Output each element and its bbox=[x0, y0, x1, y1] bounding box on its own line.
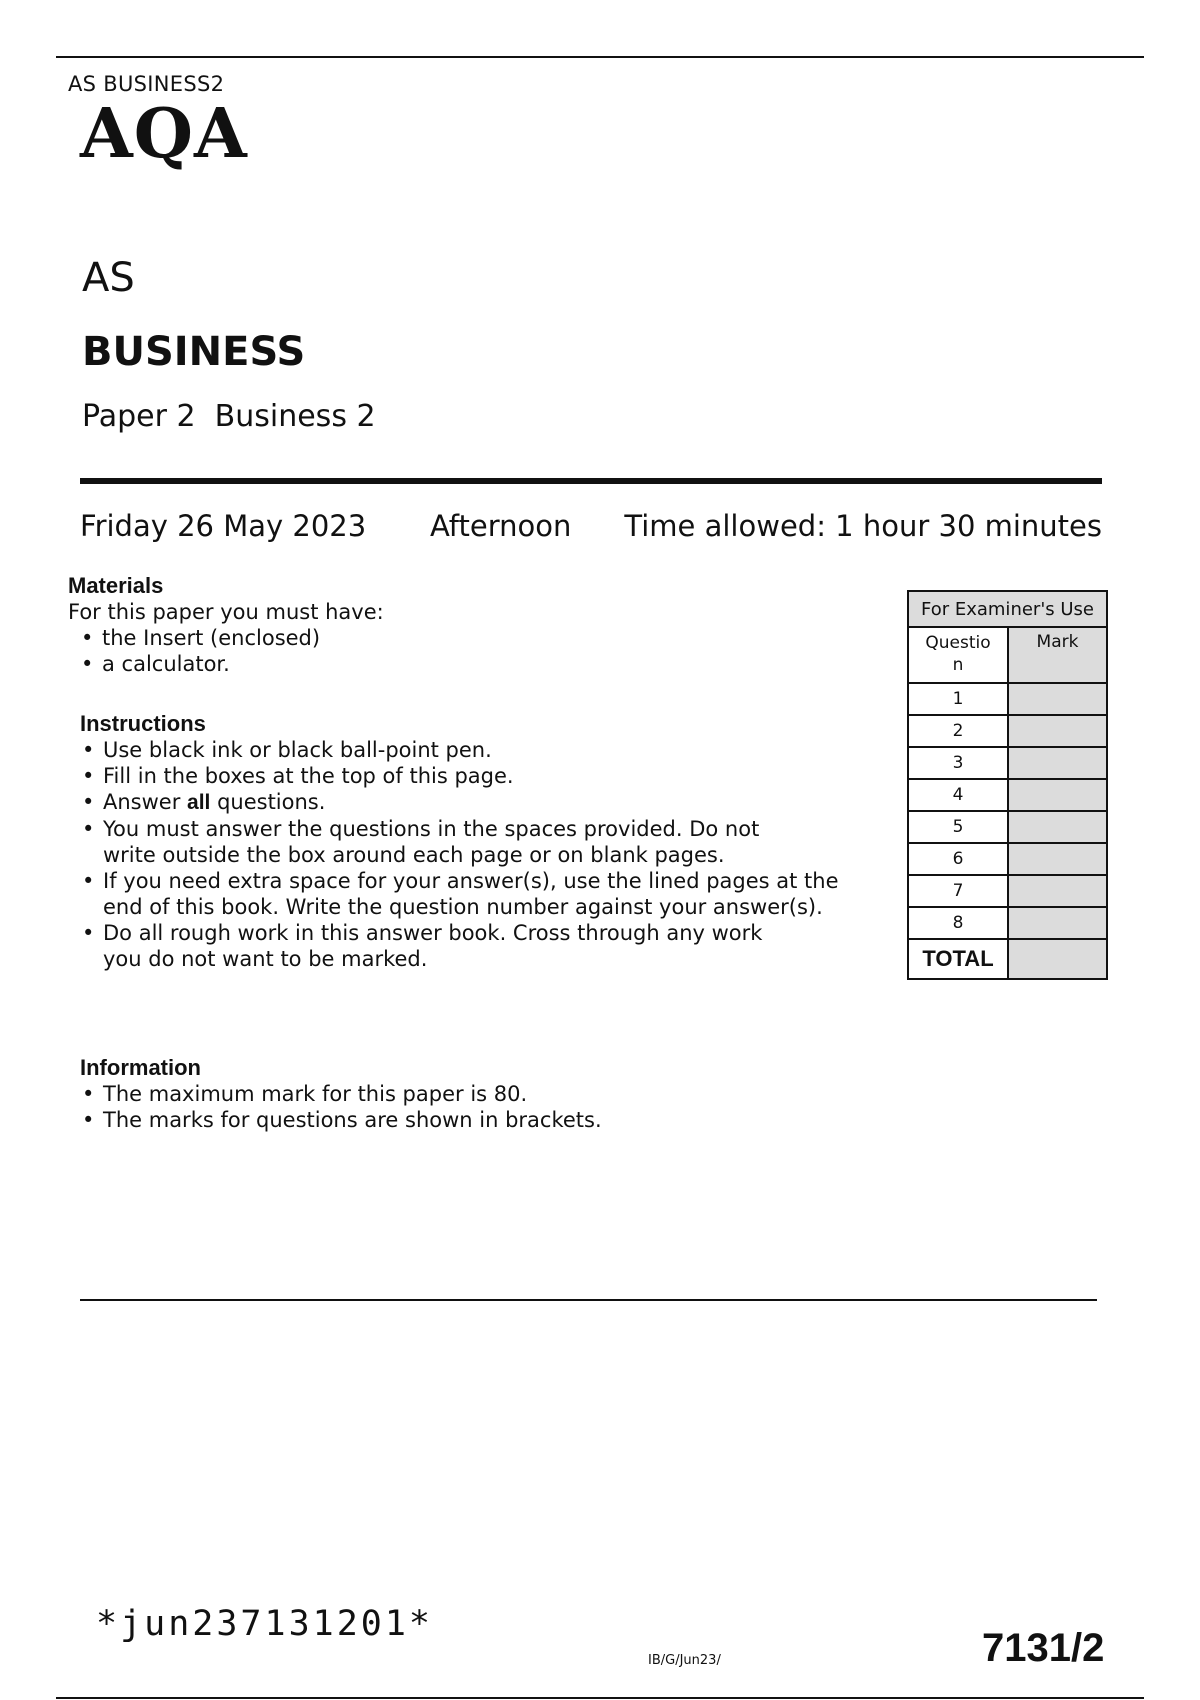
question-number: 6 bbox=[908, 843, 1008, 875]
exam-info-row bbox=[80, 506, 1102, 546]
table-row bbox=[908, 907, 1107, 939]
question-number: 7 bbox=[908, 875, 1008, 907]
table-row bbox=[908, 715, 1107, 747]
top-rule bbox=[56, 56, 1144, 58]
materials-heading: Materials bbox=[68, 573, 164, 598]
mark-cell bbox=[1008, 875, 1107, 907]
list-item: • The marks for questions are shown in brackets. bbox=[82, 1108, 602, 1132]
exam-date: Friday 26 May 2023 bbox=[80, 509, 367, 543]
mark-cell bbox=[1008, 907, 1107, 939]
list-item: • The maximum mark for this paper is 80. bbox=[82, 1082, 528, 1106]
list-item: • Fill in the boxes at the top of this page. bbox=[82, 764, 514, 788]
title-divider bbox=[80, 478, 1102, 484]
running-head: AS BUSINESS2 bbox=[68, 72, 225, 96]
mark-cell bbox=[1008, 843, 1107, 875]
question-column-header: Questio n bbox=[908, 627, 1008, 683]
mark-cell bbox=[1008, 747, 1107, 779]
list-item: • If you need extra space for your answer(s), use the lined pages at the end of this book. Write the question number against your answer(s). bbox=[82, 869, 839, 919]
list-item: • the Insert (enclosed) bbox=[81, 626, 321, 650]
barcode-text: *jun237131201* bbox=[96, 1604, 434, 1644]
table-row bbox=[908, 683, 1107, 715]
information-section bbox=[80, 1055, 860, 1133]
section-divider bbox=[80, 1299, 1097, 1301]
mark-cell bbox=[1008, 683, 1107, 715]
table-row bbox=[908, 747, 1107, 779]
materials-section bbox=[68, 573, 828, 677]
list-item: • Do all rough work in this answer book. Cross through any work you do not want to be marked. bbox=[82, 921, 763, 971]
examiner-use-table bbox=[907, 590, 1108, 980]
table-row bbox=[908, 811, 1107, 843]
mark-cell bbox=[1008, 779, 1107, 811]
instructions-section bbox=[80, 711, 860, 972]
list-item: • Use black ink or black ball-point pen. bbox=[82, 738, 492, 762]
table-row bbox=[908, 875, 1107, 907]
list-item: • a calculator. bbox=[81, 652, 230, 676]
information-heading: Information bbox=[80, 1055, 201, 1080]
question-number: 3 bbox=[908, 747, 1008, 779]
question-number: 1 bbox=[908, 683, 1008, 715]
mark-column-header: Mark bbox=[1008, 627, 1107, 683]
list-item: • Answer all questions. bbox=[82, 790, 326, 814]
examiner-table-title: For Examiner's Use bbox=[908, 591, 1107, 627]
question-number: 8 bbox=[908, 907, 1008, 939]
mark-cell bbox=[1008, 715, 1107, 747]
table-row bbox=[908, 779, 1107, 811]
total-label: TOTAL bbox=[908, 939, 1008, 979]
paper-reference: IB/G/Jun23/ bbox=[648, 1653, 721, 1668]
time-allowed: Time allowed: 1 hour 30 minutes bbox=[624, 509, 1102, 543]
paper-code: 7131/2 bbox=[982, 1626, 1105, 1670]
question-number: 2 bbox=[908, 715, 1008, 747]
question-number: 5 bbox=[908, 811, 1008, 843]
table-row bbox=[908, 843, 1107, 875]
paper-title: Paper 2 Business 2 bbox=[82, 399, 376, 434]
mark-cell bbox=[1008, 811, 1107, 843]
question-number: 4 bbox=[908, 779, 1008, 811]
exam-session: Afternoon bbox=[430, 509, 572, 543]
instructions-heading: Instructions bbox=[80, 711, 206, 736]
total-mark-cell bbox=[1008, 939, 1107, 979]
aqa-logo: AQA bbox=[80, 94, 248, 174]
bottom-rule bbox=[56, 1697, 1144, 1699]
qualification-level: AS bbox=[82, 255, 135, 301]
subject-title: BUSINESS bbox=[82, 329, 306, 375]
materials-intro: For this paper you must have: bbox=[68, 600, 384, 624]
list-item: • You must answer the questions in the spaces provided. Do not write outside the box around each page or on blank pages. bbox=[82, 817, 760, 867]
